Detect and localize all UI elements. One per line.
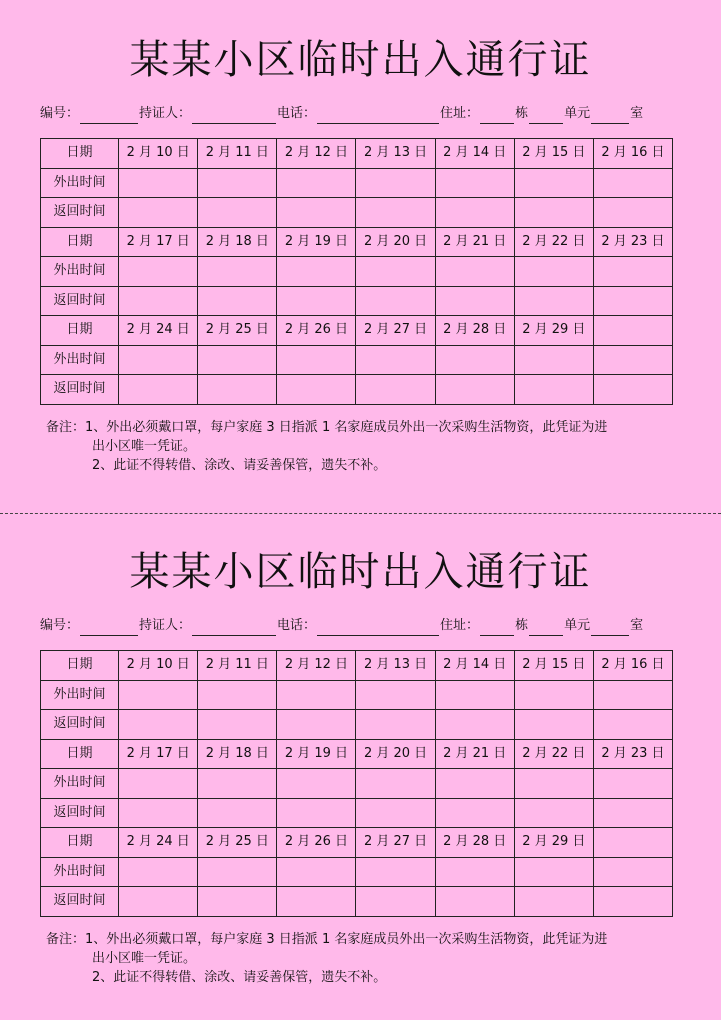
out-time-cell[interactable] xyxy=(198,769,277,799)
out-time-cell[interactable] xyxy=(198,857,277,887)
back-time-cell[interactable] xyxy=(593,198,672,228)
out-time-row xyxy=(41,769,673,799)
back-time-cell[interactable] xyxy=(435,375,514,405)
back-time-cell[interactable] xyxy=(356,798,435,828)
out-time-cell[interactable] xyxy=(277,680,356,710)
room-label: 室 xyxy=(630,618,644,633)
holder-label: 持证人： xyxy=(139,618,192,633)
phone-label: 电话： xyxy=(277,106,317,121)
back-time-row xyxy=(41,198,673,228)
date-cell: 2 月 20 日 xyxy=(356,227,435,257)
back-time-cell[interactable] xyxy=(514,286,593,316)
unit-label: 单元 xyxy=(564,106,591,121)
out-time-cell[interactable] xyxy=(435,345,514,375)
out-time-cell[interactable] xyxy=(514,769,593,799)
unit-label: 单元 xyxy=(564,618,591,633)
note-line-1-cont: 出小区唯一凭证。 xyxy=(92,951,197,966)
date-cell: 2 月 18 日 xyxy=(198,739,277,769)
out-time-cell[interactable] xyxy=(198,345,277,375)
back-time-cell[interactable] xyxy=(198,887,277,917)
back-time-cell[interactable] xyxy=(119,286,198,316)
row-label: 返回时间 xyxy=(41,798,119,828)
date-cell: 2 月 25 日 xyxy=(198,828,277,858)
out-time-cell[interactable] xyxy=(356,857,435,887)
date-cell: 2 月 23 日 xyxy=(593,739,672,769)
out-time-cell[interactable] xyxy=(277,345,356,375)
back-time-cell[interactable] xyxy=(277,286,356,316)
out-time-cell[interactable] xyxy=(514,680,593,710)
row-label: 日期 xyxy=(41,739,119,769)
date-row xyxy=(41,651,673,681)
date-cell: 2 月 10 日 xyxy=(119,651,198,681)
date-cell: 2 月 15 日 xyxy=(514,139,593,169)
date-cell: 2 月 11 日 xyxy=(198,139,277,169)
date-cell: 2 月 16 日 xyxy=(593,139,672,169)
back-time-cell[interactable] xyxy=(119,375,198,405)
out-time-cell[interactable] xyxy=(198,257,277,287)
back-time-cell[interactable] xyxy=(435,198,514,228)
schedule-table xyxy=(40,138,673,405)
row-label: 外出时间 xyxy=(41,680,119,710)
date-row xyxy=(41,227,673,257)
date-cell: 2 月 12 日 xyxy=(277,139,356,169)
table-body xyxy=(41,139,673,405)
back-time-cell[interactable] xyxy=(593,798,672,828)
out-time-cell[interactable] xyxy=(593,857,672,887)
out-time-cell[interactable] xyxy=(119,257,198,287)
row-label: 日期 xyxy=(41,651,119,681)
out-time-cell[interactable] xyxy=(356,680,435,710)
out-time-cell[interactable] xyxy=(514,257,593,287)
date-cell: 2 月 24 日 xyxy=(119,828,198,858)
row-label: 外出时间 xyxy=(41,857,119,887)
back-time-cell[interactable] xyxy=(356,286,435,316)
out-time-row xyxy=(41,257,673,287)
back-time-cell[interactable] xyxy=(356,198,435,228)
address-label: 住址： xyxy=(440,106,480,121)
date-cell: 2 月 16 日 xyxy=(593,651,672,681)
out-time-cell[interactable] xyxy=(356,769,435,799)
date-cell: 2 月 10 日 xyxy=(119,139,198,169)
holder-blank[interactable] xyxy=(192,621,276,636)
room-blank[interactable] xyxy=(591,109,629,124)
notes xyxy=(46,418,676,475)
back-time-cell[interactable] xyxy=(119,710,198,740)
date-row xyxy=(41,139,673,169)
out-time-cell[interactable] xyxy=(277,257,356,287)
date-cell: 2 月 21 日 xyxy=(435,227,514,257)
back-time-cell[interactable] xyxy=(277,710,356,740)
phone-label: 电话： xyxy=(277,618,317,633)
out-time-row xyxy=(41,857,673,887)
out-time-cell[interactable] xyxy=(593,168,672,198)
out-time-row xyxy=(41,168,673,198)
number-label: 编号： xyxy=(40,618,80,633)
row-label: 外出时间 xyxy=(41,345,119,375)
date-cell: 2 月 18 日 xyxy=(198,227,277,257)
out-time-cell[interactable] xyxy=(119,345,198,375)
date-cell: 2 月 19 日 xyxy=(277,739,356,769)
unit-blank[interactable] xyxy=(529,109,563,124)
row-label: 返回时间 xyxy=(41,887,119,917)
date-cell: 2 月 14 日 xyxy=(435,651,514,681)
out-time-cell[interactable] xyxy=(593,257,672,287)
date-cell: 2 月 21 日 xyxy=(435,739,514,769)
note-line-2: 2、此证不得转借、涂改、请妥善保管，遗失不补。 xyxy=(92,458,387,473)
back-time-cell[interactable] xyxy=(277,198,356,228)
row-label: 外出时间 xyxy=(41,168,119,198)
row-label: 日期 xyxy=(41,227,119,257)
out-time-cell[interactable] xyxy=(119,857,198,887)
out-time-cell[interactable] xyxy=(593,769,672,799)
row-label: 返回时间 xyxy=(41,198,119,228)
back-time-cell[interactable] xyxy=(435,798,514,828)
back-time-cell[interactable] xyxy=(198,375,277,405)
holder-label: 持证人： xyxy=(139,106,192,121)
back-time-cell[interactable] xyxy=(514,375,593,405)
number-blank[interactable] xyxy=(80,621,138,636)
out-time-cell[interactable] xyxy=(277,168,356,198)
date-cell: 2 月 15 日 xyxy=(514,651,593,681)
date-cell: 2 月 28 日 xyxy=(435,316,514,346)
back-time-cell[interactable] xyxy=(593,375,672,405)
date-cell: 2 月 29 日 xyxy=(514,316,593,346)
back-time-cell[interactable] xyxy=(593,887,672,917)
out-time-cell[interactable] xyxy=(435,857,514,887)
unit-blank[interactable] xyxy=(529,621,563,636)
date-row xyxy=(41,316,673,346)
out-time-cell[interactable] xyxy=(514,857,593,887)
row-label: 日期 xyxy=(41,828,119,858)
back-time-cell[interactable] xyxy=(593,286,672,316)
out-time-row xyxy=(41,345,673,375)
back-time-cell[interactable] xyxy=(119,198,198,228)
back-time-row xyxy=(41,286,673,316)
out-time-cell[interactable] xyxy=(198,168,277,198)
out-time-cell[interactable] xyxy=(435,680,514,710)
out-time-cell[interactable] xyxy=(356,168,435,198)
row-label: 返回时间 xyxy=(41,710,119,740)
back-time-cell[interactable] xyxy=(514,198,593,228)
date-cell: 2 月 27 日 xyxy=(356,316,435,346)
pass-title: 某某小区临时出入通行证 xyxy=(129,549,592,595)
date-cell: 2 月 13 日 xyxy=(356,139,435,169)
date-cell: 2 月 23 日 xyxy=(593,227,672,257)
back-time-cell[interactable] xyxy=(514,710,593,740)
date-cell: 2 月 14 日 xyxy=(435,139,514,169)
out-time-cell[interactable] xyxy=(119,168,198,198)
back-time-row xyxy=(41,375,673,405)
room-label: 室 xyxy=(630,106,644,121)
date-row xyxy=(41,739,673,769)
date-cell xyxy=(593,316,672,346)
date-cell: 2 月 13 日 xyxy=(356,651,435,681)
pass-card-1 xyxy=(0,0,721,500)
row-label: 返回时间 xyxy=(41,375,119,405)
back-time-cell[interactable] xyxy=(198,286,277,316)
date-cell: 2 月 19 日 xyxy=(277,227,356,257)
back-time-cell[interactable] xyxy=(514,798,593,828)
back-time-row xyxy=(41,798,673,828)
building-blank[interactable] xyxy=(480,621,514,636)
pass-title: 某某小区临时出入通行证 xyxy=(129,37,592,83)
date-cell: 2 月 17 日 xyxy=(119,227,198,257)
building-label: 栋 xyxy=(515,106,529,121)
building-label: 栋 xyxy=(515,618,529,633)
notes xyxy=(46,930,676,987)
pass-card-2 xyxy=(0,512,721,1012)
out-time-cell[interactable] xyxy=(277,857,356,887)
row-label: 返回时间 xyxy=(41,286,119,316)
row-label: 外出时间 xyxy=(41,257,119,287)
back-time-cell[interactable] xyxy=(198,798,277,828)
back-time-row xyxy=(41,887,673,917)
row-label: 日期 xyxy=(41,316,119,346)
back-time-cell[interactable] xyxy=(277,798,356,828)
date-cell: 2 月 12 日 xyxy=(277,651,356,681)
back-time-cell[interactable] xyxy=(435,286,514,316)
back-time-cell[interactable] xyxy=(593,710,672,740)
number-blank[interactable] xyxy=(80,109,138,124)
out-time-cell[interactable] xyxy=(514,345,593,375)
date-cell: 2 月 17 日 xyxy=(119,739,198,769)
row-label: 日期 xyxy=(41,139,119,169)
date-cell: 2 月 22 日 xyxy=(514,227,593,257)
out-time-cell[interactable] xyxy=(356,257,435,287)
back-time-cell[interactable] xyxy=(356,710,435,740)
holder-blank[interactable] xyxy=(192,109,276,124)
holder-info-line xyxy=(40,616,680,636)
date-cell: 2 月 20 日 xyxy=(356,739,435,769)
out-time-cell[interactable] xyxy=(119,680,198,710)
date-row xyxy=(41,828,673,858)
back-time-cell[interactable] xyxy=(119,887,198,917)
row-label: 外出时间 xyxy=(41,769,119,799)
table-body xyxy=(41,651,673,917)
out-time-cell[interactable] xyxy=(593,680,672,710)
back-time-cell[interactable] xyxy=(277,375,356,405)
date-cell: 2 月 26 日 xyxy=(277,316,356,346)
back-time-cell[interactable] xyxy=(198,710,277,740)
note-line-1-cont: 出小区唯一凭证。 xyxy=(92,439,197,454)
out-time-cell[interactable] xyxy=(435,769,514,799)
schedule-table xyxy=(40,650,673,917)
out-time-cell[interactable] xyxy=(435,168,514,198)
date-cell: 2 月 25 日 xyxy=(198,316,277,346)
back-time-cell[interactable] xyxy=(119,798,198,828)
holder-info-line xyxy=(40,104,680,124)
building-blank[interactable] xyxy=(480,109,514,124)
out-time-cell[interactable] xyxy=(119,769,198,799)
address-label: 住址： xyxy=(440,618,480,633)
date-cell xyxy=(593,828,672,858)
back-time-cell[interactable] xyxy=(198,198,277,228)
date-cell: 2 月 24 日 xyxy=(119,316,198,346)
date-cell: 2 月 27 日 xyxy=(356,828,435,858)
out-time-cell[interactable] xyxy=(514,168,593,198)
number-label: 编号： xyxy=(40,106,80,121)
note-line-1: 备注：1、外出必须戴口罩，每户家庭 3 日指派 1 名家庭成员外出一次采购生活物资，此凭证为进 xyxy=(46,420,608,435)
note-line-2: 2、此证不得转借、涂改、请妥善保管，遗失不补。 xyxy=(92,970,387,985)
back-time-cell[interactable] xyxy=(435,710,514,740)
note-line-1: 备注：1、外出必须戴口罩，每户家庭 3 日指派 1 名家庭成员外出一次采购生活物资，此凭证为进 xyxy=(46,932,608,947)
back-time-cell[interactable] xyxy=(435,887,514,917)
date-cell: 2 月 29 日 xyxy=(514,828,593,858)
back-time-row xyxy=(41,710,673,740)
date-cell: 2 月 11 日 xyxy=(198,651,277,681)
out-time-cell[interactable] xyxy=(435,257,514,287)
out-time-cell[interactable] xyxy=(356,345,435,375)
date-cell: 2 月 28 日 xyxy=(435,828,514,858)
phone-blank[interactable] xyxy=(317,621,439,636)
out-time-cell[interactable] xyxy=(593,345,672,375)
date-cell: 2 月 26 日 xyxy=(277,828,356,858)
out-time-cell[interactable] xyxy=(198,680,277,710)
back-time-cell[interactable] xyxy=(356,887,435,917)
back-time-cell[interactable] xyxy=(356,375,435,405)
date-cell: 2 月 22 日 xyxy=(514,739,593,769)
back-time-cell[interactable] xyxy=(277,887,356,917)
phone-blank[interactable] xyxy=(317,109,439,124)
out-time-row xyxy=(41,680,673,710)
out-time-cell[interactable] xyxy=(277,769,356,799)
room-blank[interactable] xyxy=(591,621,629,636)
back-time-cell[interactable] xyxy=(514,887,593,917)
